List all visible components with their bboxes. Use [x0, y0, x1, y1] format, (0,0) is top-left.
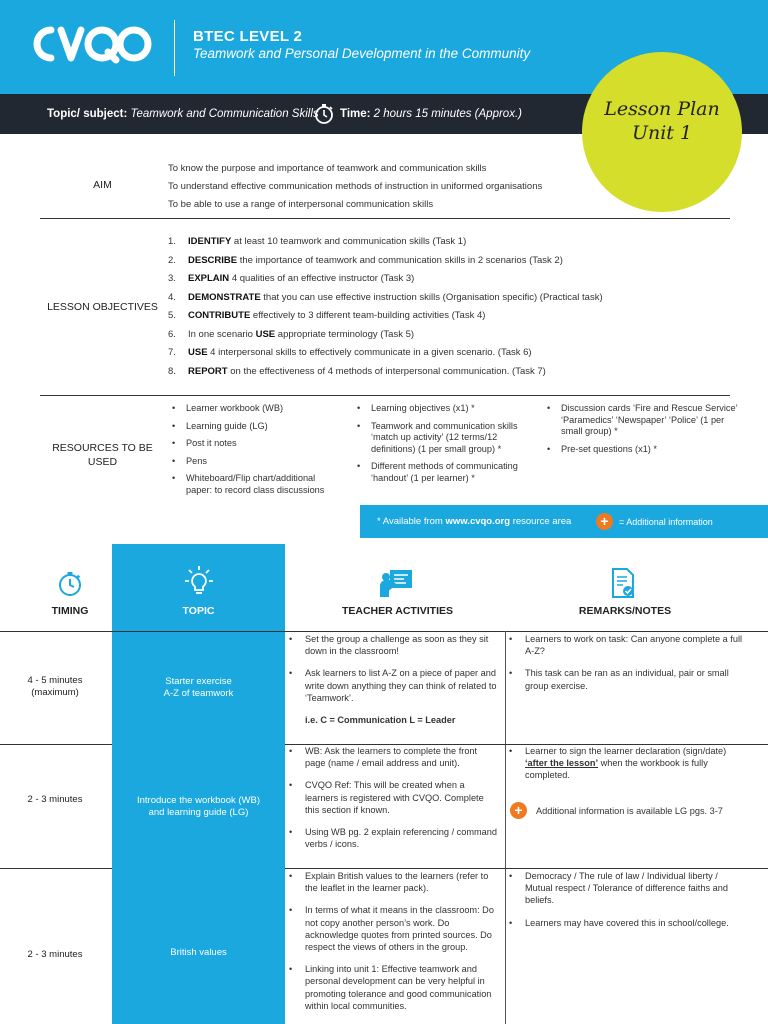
objective-item — [168, 366, 603, 385]
objective-verb: CONTRIBUTE — [188, 310, 251, 321]
resources-label — [40, 441, 165, 469]
activity-item: • Using WB pg. 2 explain referencing / command verbs / icons. — [285, 826, 500, 850]
objective-verb: IDENTIFY — [188, 236, 232, 247]
activity-example — [285, 714, 500, 726]
objective-number: 8. — [168, 365, 176, 377]
resource-item: • Discussion cards ‘Fire and Rescue Service’ ‘Paramedics’ ‘Newspaper’ ‘Police’ (1 per small group) * — [543, 403, 743, 438]
objective-number: 3. — [168, 273, 176, 284]
resources-column-2 — [353, 403, 533, 490]
activity-item: • Explain British values to the learners (refer to the leaflet in the learner pack). — [285, 870, 500, 894]
resources-label-line: RESOURCES TO BE — [52, 442, 153, 454]
aim-line: To understand effective communication methods of instruction in uniformed organisations — [168, 181, 543, 192]
additional-info-note — [516, 805, 746, 827]
row-timing — [0, 675, 110, 699]
row-teacher-activities — [285, 870, 500, 1022]
resource-item: • Learning objectives (x1) * — [353, 403, 533, 415]
topic-line: Introduce the workbook (WB) — [136, 795, 261, 806]
remark-item: • This task can be ran as an individual, pair or small group exercise. — [505, 667, 745, 691]
objectives-list — [168, 236, 603, 384]
availability-suffix: resource area — [510, 516, 572, 527]
topic-info — [47, 108, 319, 120]
row-topic — [112, 676, 285, 700]
aim-line: To be able to use a range of interpersonal communication skills — [168, 199, 434, 210]
timing-value: 2 - 3 minutes — [27, 949, 83, 960]
objective-item — [168, 273, 603, 292]
objective-item — [168, 347, 603, 366]
objective-number: 5. — [168, 310, 176, 321]
objective-item — [168, 292, 603, 311]
row-teacher-activities — [285, 745, 500, 860]
row-timing — [0, 949, 110, 961]
topic-value: Teamwork and Communication Skills — [130, 108, 319, 120]
cvqo-logo — [30, 22, 152, 66]
objective-text: appropriate terminology (Task 5) — [275, 328, 415, 340]
objective-text: on the effectiveness of 4 methods of interpersonal communication. (Task 7) — [227, 365, 546, 377]
row-divider — [0, 868, 112, 869]
objective-item — [168, 255, 603, 274]
remark-text: when the workbook is fully completed. — [525, 758, 708, 781]
resource-item: • Learning guide (LG) — [168, 421, 343, 433]
course-title: Teamwork and Personal Development in the Community — [193, 46, 531, 61]
objective-verb: REPORT — [188, 365, 228, 377]
course-level: BTEC LEVEL 2 — [193, 28, 303, 45]
resource-item: • Whiteboard/Flip chart/additional paper: to record class discussions — [168, 473, 343, 496]
additional-info-legend: = Additional information — [619, 517, 713, 527]
objective-number: 2. — [168, 254, 176, 266]
objectives-label: LESSON OBJECTIVES — [47, 301, 158, 313]
document-check-icon — [610, 567, 636, 599]
topic-header: TOPIC — [182, 605, 215, 617]
activity-item: • WB: Ask the learners to complete the front page (name / email address and unit). — [285, 745, 500, 769]
row-teacher-activities — [285, 633, 500, 736]
resources-column-3 — [543, 403, 743, 461]
stopwatch-icon — [313, 103, 335, 125]
objective-number: 6. — [168, 328, 176, 340]
timing-value: 2 - 3 minutes — [27, 794, 83, 805]
aim-line: To know the purpose and importance of teamwork and communication skills — [168, 163, 487, 174]
topic-label: Topic/ subject: — [47, 108, 128, 120]
resource-item: • Teamwork and communication skills ‘match up activity’ (12 terms/12 definitions) (1 per small group) * — [353, 421, 533, 456]
objective-prefix: In one scenario — [188, 328, 256, 340]
plus-icon: + — [510, 802, 527, 819]
remark-item — [505, 745, 745, 782]
activity-item: • Set the group a challenge as soon as they sit down in the classroom! — [285, 633, 500, 657]
resource-item: • Learner workbook (WB) — [168, 403, 343, 415]
aim-label: AIM — [93, 179, 112, 191]
remark-item: • Learners may have covered this in school/college. — [505, 917, 745, 929]
section-divider — [40, 218, 730, 219]
objective-verb: EXPLAIN — [188, 273, 230, 284]
lightbulb-icon — [184, 565, 214, 597]
topic-line: A-Z of teamwork — [163, 688, 234, 699]
row-remarks — [505, 870, 745, 939]
objective-text: that you can use effective instruction skills (Organisation specific) (Practical task) — [260, 291, 603, 303]
objective-number: 7. — [168, 347, 176, 358]
resource-item: • Post it notes — [168, 438, 343, 450]
availability-prefix: * Available from — [377, 516, 446, 527]
objective-verb: USE — [188, 347, 208, 358]
objective-text: 4 interpersonal skills to effectively communicate in a given scenario. (Task 6) — [207, 347, 532, 358]
header-divider — [174, 20, 175, 76]
teacher-board-icon — [380, 568, 414, 598]
table-header-divider — [0, 631, 768, 632]
activity-item: • In terms of what it means in the classroom: Do not copy another person’s work. Do acknowledge quotes from printed sources. Do respect the views of others in the group. — [285, 904, 500, 953]
time-info — [340, 108, 522, 120]
objective-item — [168, 310, 603, 329]
remark-item: • Learners to work on task: Can anyone complete a full A-Z? — [505, 633, 745, 657]
topic-line: Starter exercise — [165, 676, 232, 687]
activity-item: • Linking into unit 1: Effective teamwork and personal development can be very helpful in promoting tolerance and good communication within local communities. — [285, 963, 500, 1012]
row-remarks — [505, 745, 745, 792]
objective-verb: DESCRIBE — [188, 254, 238, 266]
resource-item: • Pre-set questions (x1) * — [543, 444, 743, 456]
topic-line: and learning guide (LG) — [148, 807, 249, 818]
remarks-header: REMARKS/NOTES — [578, 605, 672, 617]
row-remarks — [505, 633, 745, 702]
objective-item — [168, 236, 603, 255]
remark-item: • Democracy / The rule of law / Individual liberty / Mutual respect / Tolerance of difference faiths and beliefs. — [505, 870, 745, 907]
objective-verb: USE — [255, 328, 276, 340]
row-topic — [112, 947, 285, 959]
objective-text: the importance of teamwork and communication skills in 2 scenarios (Task 2) — [237, 254, 563, 266]
resource-item: • Different methods of communicating ‘handout’ (1 per learner) * — [353, 461, 533, 484]
activity-item: • Ask learners to list A-Z on a piece of paper and write down anything they can think of related to ‘Teamwork’. — [285, 667, 500, 704]
aim-list — [168, 160, 542, 214]
resource-site-link[interactable]: www.cvqo.org — [445, 516, 511, 527]
resource-item: • Pens — [168, 456, 343, 468]
topic-line: British values — [170, 947, 227, 958]
row-divider — [285, 868, 768, 869]
remark-text: Learner to sign the learner declaration (sign/date) — [525, 746, 727, 756]
time-label: Time: — [340, 108, 371, 120]
remark-emphasis: ‘after the lesson’ — [525, 758, 599, 769]
row-topic — [112, 795, 285, 819]
objective-number: 4. — [168, 291, 176, 303]
objective-text: 4 qualities of an effective instructor (Task 3) — [229, 273, 415, 284]
activity-item: • CVQO Ref: This will be created when a learners is registered with CVQO. Complete this section if known. — [285, 779, 500, 816]
resources-label-line: USED — [87, 456, 118, 468]
stopwatch-icon — [57, 571, 83, 597]
timing-value: 4 - 5 minutes — [27, 675, 83, 686]
additional-info-text: Additional information is available LG pgs. 3-7 — [536, 806, 723, 816]
objective-number: 1. — [168, 236, 176, 247]
resources-column-1 — [168, 403, 343, 502]
row-divider — [0, 744, 112, 745]
lesson-plan-badge — [582, 52, 742, 212]
badge-line-2: Unit 1 — [631, 122, 693, 144]
availability-bar — [360, 505, 768, 538]
section-divider — [40, 395, 730, 396]
objective-verb: DEMONSTRATE — [188, 291, 261, 303]
timing-qualifier: (maximum) — [31, 687, 79, 698]
time-value: 2 hours 15 minutes (Approx.) — [373, 108, 522, 120]
row-timing — [0, 794, 110, 806]
objective-text: effectively to 3 different team-building activities (Task 4) — [250, 310, 486, 321]
example-text: i.e. C = Communication L = Leader — [305, 715, 456, 726]
objective-text: at least 10 teamwork and communication skills (Task 1) — [231, 236, 467, 247]
availability-text — [377, 516, 571, 527]
badge-line-1: Lesson Plan — [604, 98, 720, 120]
teacher-activities-header: TEACHER ACTIVITIES — [341, 605, 454, 617]
objective-item — [168, 329, 603, 348]
timing-header: TIMING — [51, 605, 89, 617]
plus-icon: + — [596, 513, 613, 530]
